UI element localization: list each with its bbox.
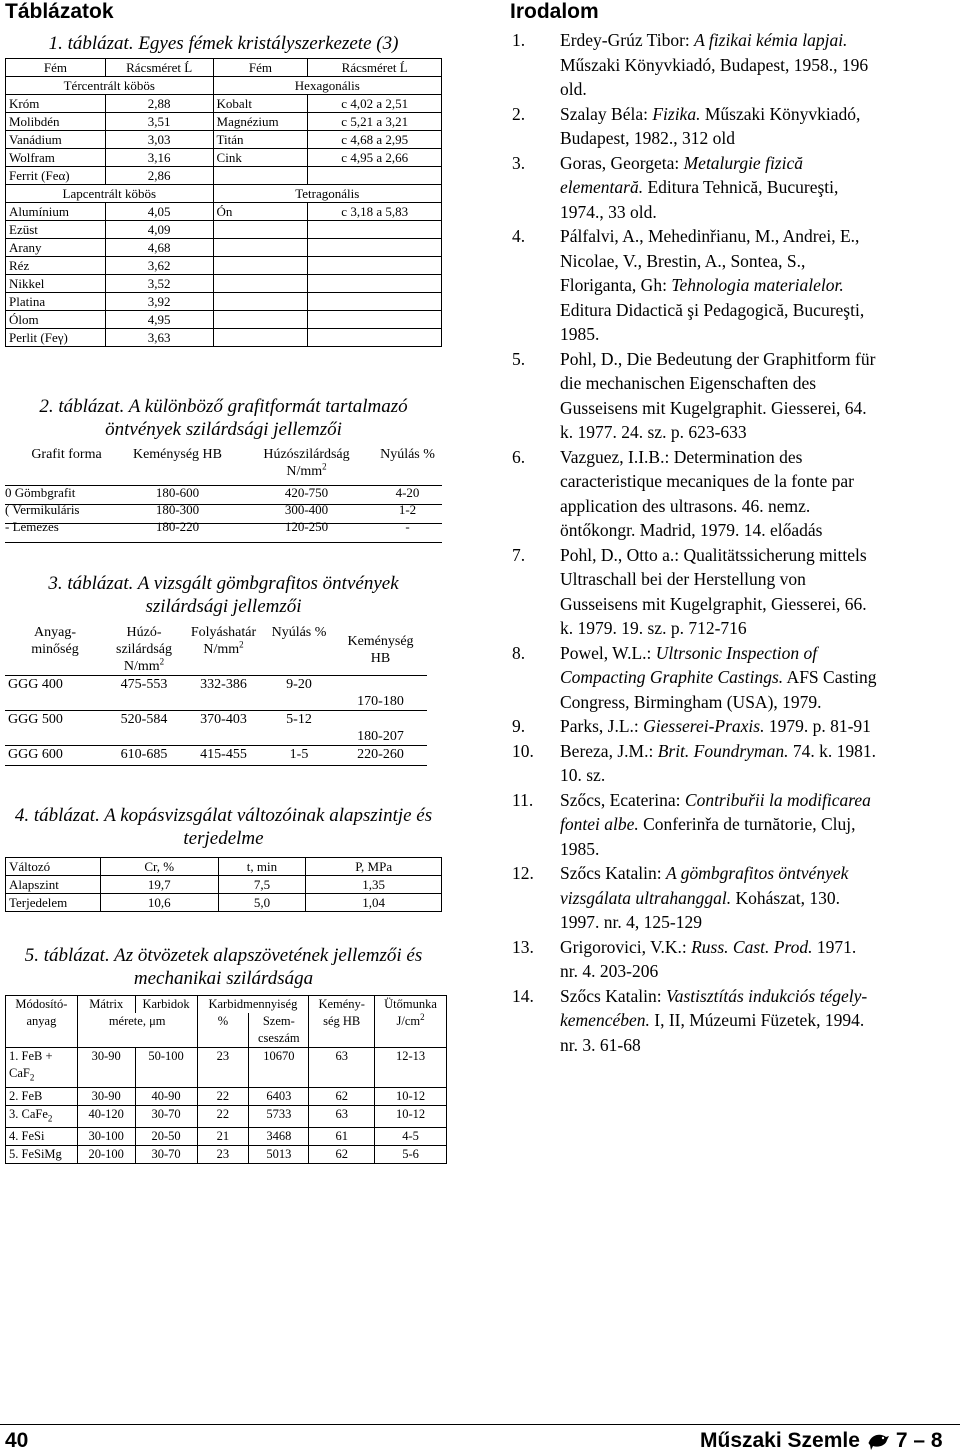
table-row bbox=[6, 1146, 447, 1164]
reference-number: 1. bbox=[512, 30, 526, 50]
section-label: Hexagonális bbox=[213, 77, 441, 95]
column-header: Ütőmunka $J/cm^2$ bbox=[375, 996, 447, 1048]
section-label: Lapcentrált köbös bbox=[6, 185, 214, 203]
table-row bbox=[6, 275, 442, 293]
table-cell: Ólom bbox=[6, 311, 106, 329]
table-2 bbox=[5, 446, 442, 535]
table-cell: 3,16 bbox=[105, 149, 213, 167]
table-cell: 19,7 bbox=[100, 876, 218, 894]
table-cell: 23 bbox=[197, 1048, 249, 1088]
reference-number: 12. bbox=[512, 863, 534, 883]
table5-caption: 5. táblázat. Az ötvözetek alapszövetének jellemzői és mechanikai szilárdsága bbox=[24, 945, 423, 989]
table2-caption: 2. táblázat. A különböző grafitformát tartalmazó öntvények szilárdsági jellemzői bbox=[39, 396, 408, 440]
table-cell: Arany bbox=[6, 239, 106, 257]
table-cell: 332-386 bbox=[183, 676, 264, 711]
reference-text: Szőcs Katalin: A gömbgrafitos öntvények vizsgálata ultrahanggal. Kohászat, 130. 1997. nr. 4, 125-129 bbox=[560, 863, 849, 932]
table-cell: 5013 bbox=[249, 1146, 309, 1164]
table-cell: 520-584 bbox=[105, 711, 183, 746]
table-cell: 2,86 bbox=[105, 167, 213, 185]
table-cell: 3,03 bbox=[105, 131, 213, 149]
table-cell: 5-12 bbox=[264, 711, 334, 746]
reference-number: 6. bbox=[512, 446, 526, 467]
table-cell: 10670 bbox=[249, 1048, 309, 1088]
column-header: Rácsméret Ĺ bbox=[308, 59, 442, 77]
table-cell: 300-400 bbox=[284, 502, 329, 517]
journal-name: Műszaki Szemle bbox=[700, 1429, 860, 1452]
reference-text: Bereza, J.M.: Brit. Foundryman. 74. k. 1981. 10. sz. bbox=[560, 740, 876, 785]
column-header: Rácsméret Ĺ bbox=[105, 59, 213, 77]
table-cell: 30-90 bbox=[77, 1048, 135, 1088]
table-cell bbox=[308, 329, 442, 347]
table-cell: - bbox=[405, 519, 410, 534]
table-3 bbox=[5, 624, 427, 766]
table-cell: 30-70 bbox=[135, 1105, 197, 1128]
table-cell: Nikkel bbox=[6, 275, 106, 293]
column-header: Cr, % bbox=[100, 858, 218, 876]
column-header: Keménység HB bbox=[347, 633, 414, 666]
table-cell: 40-90 bbox=[135, 1087, 197, 1105]
table-cell: 370-403 bbox=[183, 711, 264, 746]
footer-rule bbox=[0, 1424, 960, 1425]
section-row bbox=[6, 77, 442, 95]
table-cell: Króm bbox=[6, 95, 106, 113]
table-cell: 475-553 bbox=[105, 676, 183, 711]
table-cell: c 3,18 a 5,83 bbox=[308, 203, 442, 221]
table-cell: 1. FeB + CaF$_2$ bbox=[6, 1048, 78, 1088]
table-cell: c 4,02 a 2,51 bbox=[308, 95, 442, 113]
table-row bbox=[6, 293, 442, 311]
table-row bbox=[6, 239, 442, 257]
table-cell bbox=[308, 167, 442, 185]
table-cell: Alapszint bbox=[6, 876, 101, 894]
table-cell: 22 bbox=[197, 1105, 249, 1128]
tables-heading: Táblázatok bbox=[5, 0, 114, 23]
table-row bbox=[5, 711, 427, 746]
reference-item bbox=[510, 714, 950, 739]
table-row bbox=[6, 894, 442, 912]
table-cell bbox=[213, 239, 308, 257]
table-cell: 220-260 bbox=[334, 746, 427, 766]
table-cell: Kobalt bbox=[213, 95, 308, 113]
table-cell: Perlit (Feγ) bbox=[6, 329, 106, 347]
column-header: Karbidok bbox=[135, 996, 197, 1014]
table-1 bbox=[5, 58, 442, 347]
table-cell bbox=[213, 311, 308, 329]
table-cell: 2. FeB bbox=[6, 1087, 78, 1105]
table-cell: 5733 bbox=[249, 1105, 309, 1128]
table-row bbox=[6, 203, 442, 221]
table-cell: Vanádium bbox=[6, 131, 106, 149]
reference-number: 8. bbox=[512, 642, 526, 663]
table-cell bbox=[213, 329, 308, 347]
table-cell: 1,04 bbox=[306, 894, 442, 912]
table2-row-rule bbox=[5, 504, 442, 505]
reference-item bbox=[510, 102, 950, 151]
table-row bbox=[6, 1048, 447, 1088]
column-header: Nyúlás % bbox=[380, 447, 435, 462]
table-cell: c 5,21 a 3,21 bbox=[308, 113, 442, 131]
column-header: % bbox=[197, 1013, 249, 1048]
reference-item bbox=[510, 861, 950, 935]
table-row bbox=[18, 518, 442, 535]
table-cell: c 4,68 a 2,95 bbox=[308, 131, 442, 149]
table-cell: 180-207 bbox=[334, 711, 427, 746]
table-cell: 40-120 bbox=[77, 1105, 135, 1128]
table-header-row bbox=[5, 624, 427, 676]
reference-number: 14. bbox=[512, 985, 534, 1006]
table-row bbox=[6, 167, 442, 185]
table-row bbox=[6, 221, 442, 239]
table-cell: 63 bbox=[309, 1105, 375, 1128]
column-header: Húzószilárdság $N/mm^2$ bbox=[263, 447, 350, 479]
column-header: Fém bbox=[213, 59, 308, 77]
reference-number: 11. bbox=[512, 789, 534, 810]
table-cell: 180-600 bbox=[155, 485, 200, 500]
table-cell: 10-12 bbox=[375, 1087, 447, 1105]
reference-number: 4. bbox=[512, 226, 526, 246]
table-cell: Ón bbox=[213, 203, 308, 221]
table2-row-rule bbox=[5, 542, 442, 543]
table-header-row bbox=[6, 59, 442, 77]
reference-number: 10. bbox=[512, 740, 534, 761]
table-cell: 3,62 bbox=[105, 257, 213, 275]
table-cell: 63 bbox=[309, 1048, 375, 1088]
table-cell: 5. FeSiMg bbox=[6, 1146, 78, 1164]
reference-text: Grigorovici, V.K.: Russ. Cast. Prod. 1971. nr. 4. 203-206 bbox=[560, 936, 857, 981]
reference-text: Pálfalvi, A., Mehedinřianu, M., Andrei, E., Nicolae, V., Brestin, A., Sontea, S., Floriganta, Gh: Tehnologia materialelor. Editura Didactică şi Pedagogică, Bucureşti, 1985. bbox=[560, 226, 865, 344]
table-cell: 0 Gömbgrafit bbox=[5, 485, 76, 500]
reference-item bbox=[510, 641, 950, 715]
reference-text: Szőcs, Ecaterina: Contribuřii la modificarea fontei albe. Conferinřa de turnătorie, Cluj, 1985. bbox=[560, 789, 871, 859]
table1-caption: 1. táblázat. Egyes fémek kristályszerkezete (3) bbox=[48, 33, 399, 54]
table-cell: GGG 500 bbox=[5, 711, 105, 746]
reference-item bbox=[510, 984, 950, 1058]
table-cell: 30-90 bbox=[77, 1087, 135, 1105]
table-cell bbox=[308, 293, 442, 311]
table-cell: 4,95 bbox=[105, 311, 213, 329]
table-cell: 21 bbox=[197, 1128, 249, 1146]
table-cell: 62 bbox=[309, 1146, 375, 1164]
references-heading: Irodalom bbox=[510, 0, 599, 23]
table-cell: - Lemezes bbox=[5, 519, 59, 534]
table-cell: 3. CaFe$_2$ bbox=[6, 1105, 78, 1128]
reference-text: Powel, W.L.: Ultrsonic Inspection of Compacting Graphite Castings. AFS Casting Congress, Birmingham (USA), 1979. bbox=[560, 642, 877, 712]
table-cell bbox=[308, 257, 442, 275]
table-cell: 7,5 bbox=[218, 876, 306, 894]
table2-row-rule bbox=[5, 523, 442, 524]
table-4 bbox=[5, 857, 442, 912]
table-cell: ( Vermikuláris bbox=[5, 502, 80, 517]
table-cell: 5-6 bbox=[375, 1146, 447, 1164]
table-cell: 20-50 bbox=[135, 1128, 197, 1146]
table-row bbox=[5, 676, 427, 711]
table-cell: Wolfram bbox=[6, 149, 106, 167]
column-header: Változó bbox=[6, 858, 101, 876]
table4-caption: 4. táblázat. A kopásvizsgálat változóinak alapszintje és terjedelme bbox=[14, 805, 433, 849]
table-row bbox=[6, 257, 442, 275]
table-cell: 420-750 bbox=[284, 485, 329, 500]
table-cell: 120-250 bbox=[284, 519, 329, 534]
reference-number: 3. bbox=[512, 152, 526, 173]
reference-item bbox=[510, 445, 950, 543]
table-cell: 30-70 bbox=[135, 1146, 197, 1164]
column-header: Grafit forma bbox=[31, 447, 102, 462]
column-header: Karbidmennyiség bbox=[197, 996, 309, 1014]
column-header: Nyúlás % bbox=[271, 625, 327, 640]
table-cell: 9-20 bbox=[264, 676, 334, 711]
table3-caption: 3. táblázat. A vizsgált gömbgrafitos öntvények szilárdsági jellemzői bbox=[48, 573, 399, 617]
table-cell: 50-100 bbox=[135, 1048, 197, 1088]
reference-number: 5. bbox=[512, 348, 526, 369]
column-header: mérete, μm bbox=[77, 1013, 197, 1048]
column-header: Folyáshatár $N/mm^2$ bbox=[190, 625, 257, 657]
table-row bbox=[6, 95, 442, 113]
bird-logo-icon bbox=[866, 1431, 890, 1451]
table-row bbox=[18, 484, 442, 501]
reference-text: Pohl, D., Otto a.: Qualitätssicherung mittels Ultraschall bei der Herstellung von Gusseisens mit Kugelgraphit, Giesserei, 66. k. 1979. 19. sz. p. 712-716 bbox=[560, 544, 867, 638]
table-cell: 3,92 bbox=[105, 293, 213, 311]
table-row bbox=[5, 746, 427, 766]
table-cell: 62 bbox=[309, 1087, 375, 1105]
table-cell: 3,51 bbox=[105, 113, 213, 131]
table-cell: 12-13 bbox=[375, 1048, 447, 1088]
table-cell bbox=[213, 167, 308, 185]
table-cell: 4,09 bbox=[105, 221, 213, 239]
table-cell: 415-455 bbox=[183, 746, 264, 766]
table-cell: 3,52 bbox=[105, 275, 213, 293]
reference-text: Goras, Georgeta: Metalurgie fizică elementară. Editura Tehnică, Bucureşti, 1974., 33 old. bbox=[560, 152, 839, 222]
table-row bbox=[6, 113, 442, 131]
table-header-row bbox=[18, 446, 442, 484]
column-header: Anyag- minőség bbox=[31, 625, 79, 657]
table-cell: 23 bbox=[197, 1146, 249, 1164]
table-cell: 180-220 bbox=[155, 519, 200, 534]
table-cell: 170-180 bbox=[334, 676, 427, 711]
table-cell: 4. FeSi bbox=[6, 1128, 78, 1146]
table-cell bbox=[213, 221, 308, 239]
table-cell: 61 bbox=[309, 1128, 375, 1146]
table-cell: 3468 bbox=[249, 1128, 309, 1146]
table-row bbox=[6, 1087, 447, 1105]
reference-number: 9. bbox=[512, 716, 526, 736]
table-cell: 22 bbox=[197, 1087, 249, 1105]
table-cell: 6403 bbox=[249, 1087, 309, 1105]
table-row bbox=[6, 311, 442, 329]
column-header: Kemény- ség HB bbox=[309, 996, 375, 1048]
reference-item bbox=[510, 543, 950, 641]
reference-item bbox=[510, 347, 950, 445]
table-cell: 10,6 bbox=[100, 894, 218, 912]
column-header: Mátrix bbox=[77, 996, 135, 1014]
table-cell: 4,05 bbox=[105, 203, 213, 221]
section-label: Tércentrált köbös bbox=[6, 77, 214, 95]
table-cell: c 4,95 a 2,66 bbox=[308, 149, 442, 167]
table-cell: 4,68 bbox=[105, 239, 213, 257]
column-header: Keménység HB bbox=[132, 447, 223, 462]
table-cell bbox=[308, 311, 442, 329]
reference-text: Pohl, D., Die Bedeutung der Graphitform für die mechanischen Eigenschaften des Gusseisens mit Kugelgraphit. Giesserei, 64. k. 1977. 24. sz. p. 623-633 bbox=[560, 348, 876, 442]
journal-issue: 7 – 8 bbox=[895, 1429, 943, 1452]
table-row bbox=[6, 1128, 447, 1146]
footer-journal bbox=[700, 1429, 943, 1453]
reference-item bbox=[510, 28, 950, 102]
column-header: Húzó- szilárdság $N/mm^2$ bbox=[116, 625, 172, 674]
table-cell: Alumínium bbox=[6, 203, 106, 221]
column-header: Fém bbox=[6, 59, 106, 77]
reference-item bbox=[510, 224, 950, 347]
reference-item bbox=[510, 739, 950, 788]
table2-rule bbox=[5, 485, 442, 486]
table-cell bbox=[213, 275, 308, 293]
reference-text: Erdey-Grúz Tibor: A fizikai kémia lapjai. Műszaki Könyvkiadó, Budapest, 1958., 196 old. bbox=[560, 30, 869, 99]
table-cell: Titán bbox=[213, 131, 308, 149]
table-header-row bbox=[6, 858, 442, 876]
table-cell: 20-100 bbox=[77, 1146, 135, 1164]
reference-number: 13. bbox=[512, 936, 534, 957]
table-cell: Ferrit (Feα) bbox=[6, 167, 106, 185]
section-label: Tetragonális bbox=[213, 185, 441, 203]
reference-text: Szalay Béla: Fizika. Műszaki Könyvkiadó, Budapest, 1982., 312 old bbox=[560, 103, 861, 148]
table-cell bbox=[213, 257, 308, 275]
reference-item bbox=[510, 935, 950, 984]
column-header: P, MPa bbox=[306, 858, 442, 876]
table-cell: Platina bbox=[6, 293, 106, 311]
reference-text: Vazguez, I.I.B.: Determination des caracteristique mecaniques de la fonte par application des ultrasons. 46. nemz. öntőkongr. Madrid, 1979. 14. előadás bbox=[560, 446, 854, 540]
table-cell: 1-5 bbox=[264, 746, 334, 766]
table-cell: Réz bbox=[6, 257, 106, 275]
table-cell: 1,35 bbox=[306, 876, 442, 894]
table-cell: 4-20 bbox=[395, 485, 420, 500]
page-number: 40 bbox=[5, 1429, 29, 1452]
table-cell: 3,63 bbox=[105, 329, 213, 347]
reference-item bbox=[510, 788, 950, 862]
table-row bbox=[6, 131, 442, 149]
table-cell: Ezüst bbox=[6, 221, 106, 239]
table-cell bbox=[308, 275, 442, 293]
table-cell: 4-5 bbox=[375, 1128, 447, 1146]
reference-number: 2. bbox=[512, 103, 526, 124]
references-list bbox=[510, 28, 950, 1057]
table-cell: Molibdén bbox=[6, 113, 106, 131]
reference-text: Szőcs Katalin: Vastisztítás indukciós tégely- kemencében. I, II, Múzeumi Füzetek, 1994. nr. 3. 61-68 bbox=[560, 985, 868, 1055]
table-cell: 30-100 bbox=[77, 1128, 135, 1146]
table-cell: GGG 400 bbox=[5, 676, 105, 711]
table-cell: Magnézium bbox=[213, 113, 308, 131]
table-header-row bbox=[6, 996, 447, 1014]
table-cell bbox=[213, 293, 308, 311]
table-cell: 180-300 bbox=[155, 502, 200, 517]
table-row bbox=[6, 876, 442, 894]
table-cell: 1-2 bbox=[398, 502, 417, 517]
column-header: Módosító- anyag bbox=[6, 996, 78, 1048]
table-cell bbox=[308, 221, 442, 239]
column-header: Szem- cseszám bbox=[249, 1013, 309, 1048]
table-cell: 5,0 bbox=[218, 894, 306, 912]
table-row bbox=[6, 149, 442, 167]
table-row bbox=[6, 329, 442, 347]
section-row bbox=[6, 185, 442, 203]
table-cell bbox=[308, 239, 442, 257]
table-cell: 10-12 bbox=[375, 1105, 447, 1128]
column-header: t, min bbox=[218, 858, 306, 876]
reference-item bbox=[510, 151, 950, 225]
table-5 bbox=[5, 995, 447, 1164]
table-row bbox=[6, 1105, 447, 1128]
reference-text: Parks, J.L.: Giesserei-Praxis. 1979. p. 81-91 bbox=[560, 716, 871, 736]
table-cell: 2,88 bbox=[105, 95, 213, 113]
table-cell: GGG 600 bbox=[5, 746, 105, 766]
reference-number: 7. bbox=[512, 544, 526, 565]
table-cell: Terjedelem bbox=[6, 894, 101, 912]
table-cell: Cink bbox=[213, 149, 308, 167]
table-cell: 610-685 bbox=[105, 746, 183, 766]
